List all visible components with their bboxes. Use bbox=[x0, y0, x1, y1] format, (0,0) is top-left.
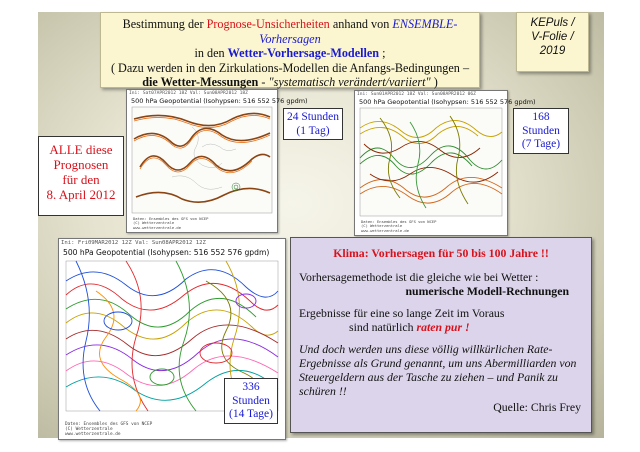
label-24-stunden bbox=[283, 108, 343, 140]
map-header: Ini: Fri09MAR2012 12Z Val: Sun08APR2012 12Z bbox=[61, 240, 206, 246]
map-footer: Daten: Ensembles des GFS von NCEP (C) Wetterzentrale www.wetterzentrale.de bbox=[133, 216, 209, 230]
label-336-line-1: 336 bbox=[242, 381, 260, 393]
badge-line-1: KEPuls / bbox=[530, 17, 575, 29]
label-24-line-2: (1 Tag) bbox=[296, 124, 330, 137]
alle-line-4: 8. April 2012 bbox=[46, 187, 116, 202]
label-336-line-2: Stunden bbox=[232, 394, 270, 407]
klima-heading: Klima: Vorhersagen für 50 bis 100 Jahre !! bbox=[333, 246, 549, 260]
alle-line-3: für den bbox=[62, 172, 100, 187]
alle-prognosen-box bbox=[38, 136, 124, 216]
klima-box bbox=[290, 237, 592, 433]
alle-line-1: ALLE diese bbox=[49, 142, 113, 157]
map-header: Ini: Sat07APR2012 18Z Val: Sun08APR2012 18Z bbox=[129, 91, 248, 96]
klima-p1-line-2: numerische Modell-Rechnungen bbox=[405, 284, 569, 298]
title-line-1: Bestimmung der Prognose-Unsicherheiten anhand von ENSEMBLE-Vorhersagen bbox=[122, 17, 458, 46]
map-title: 500 hPa Geopotential (Isohypsen: 516 552 576 gpdm) bbox=[63, 248, 270, 257]
label-168-line-1: 168 bbox=[532, 111, 550, 123]
map-168h-isolines bbox=[360, 108, 502, 216]
badge-line-3: 2019 bbox=[539, 45, 566, 57]
badge-line-2: V-Folie / bbox=[531, 31, 574, 43]
label-168-stunden bbox=[513, 108, 569, 154]
ensemble-map-24h bbox=[126, 89, 308, 233]
map-footer: Daten: Ensembles des GFS von NCEP (C) Wetterzentrale www.wetterzentrale.de bbox=[65, 422, 153, 437]
map-24h-isolines bbox=[132, 107, 272, 213]
map-header: Ini: Sun01APR2012 18Z Val: Sun08APR2012 06Z bbox=[357, 92, 476, 97]
title-line-2: in den Wetter-Vorhersage-Modellen ; bbox=[194, 46, 386, 61]
title-line-3: ( Dazu werden in den Zirkulations-Modellen die Anfangs-Bedingungen – bbox=[110, 60, 470, 75]
title-box bbox=[100, 12, 480, 88]
map-footer: Daten: Ensembles des GFS von NCEP (C) Wetterzentrale www.wetterzentrale.de bbox=[361, 219, 437, 233]
label-336-stunden bbox=[224, 378, 278, 424]
label-168-line-2: Stunden bbox=[522, 124, 560, 137]
title-line-4: die Wetter-Messungen - "systematisch verändert/variiert" ) bbox=[142, 75, 438, 90]
klima-p2-line-1: Ergebnisse für eine so lange Zeit im Voraus bbox=[299, 306, 505, 320]
klima-p2-line-2: sind natürlich raten pur ! bbox=[349, 320, 470, 334]
klima-p3: Und doch werden uns diese völlig willkürlichen Rate-Ergebnisse als Grund genannt, um uns Abermilliarden von Steuergeldern aus der Tasche zu ziehen – und Panik zu schüren !! bbox=[299, 342, 577, 398]
alle-line-2: Prognosen bbox=[53, 157, 109, 172]
label-168-line-3: (7 Tage) bbox=[521, 138, 561, 150]
slide-background bbox=[38, 12, 604, 438]
ensemble-map-168h bbox=[354, 90, 536, 236]
map-title: 500 hPa Geopotential (Isohypsen: 516 552 576 gpdm) bbox=[359, 98, 536, 106]
kepuls-badge bbox=[516, 12, 589, 72]
label-24-line-1: 24 Stunden bbox=[286, 111, 340, 123]
label-336-line-3: (14 Tage) bbox=[228, 408, 273, 420]
klima-p1-line-1: Vorhersagemethode ist die gleiche wie bei Wetter : bbox=[299, 270, 539, 284]
klima-source: Quelle: Chris Frey bbox=[493, 400, 581, 414]
map-title: 500 hPa Geopotential (Isohypsen: 516 552 576 gpdm) bbox=[131, 97, 308, 105]
